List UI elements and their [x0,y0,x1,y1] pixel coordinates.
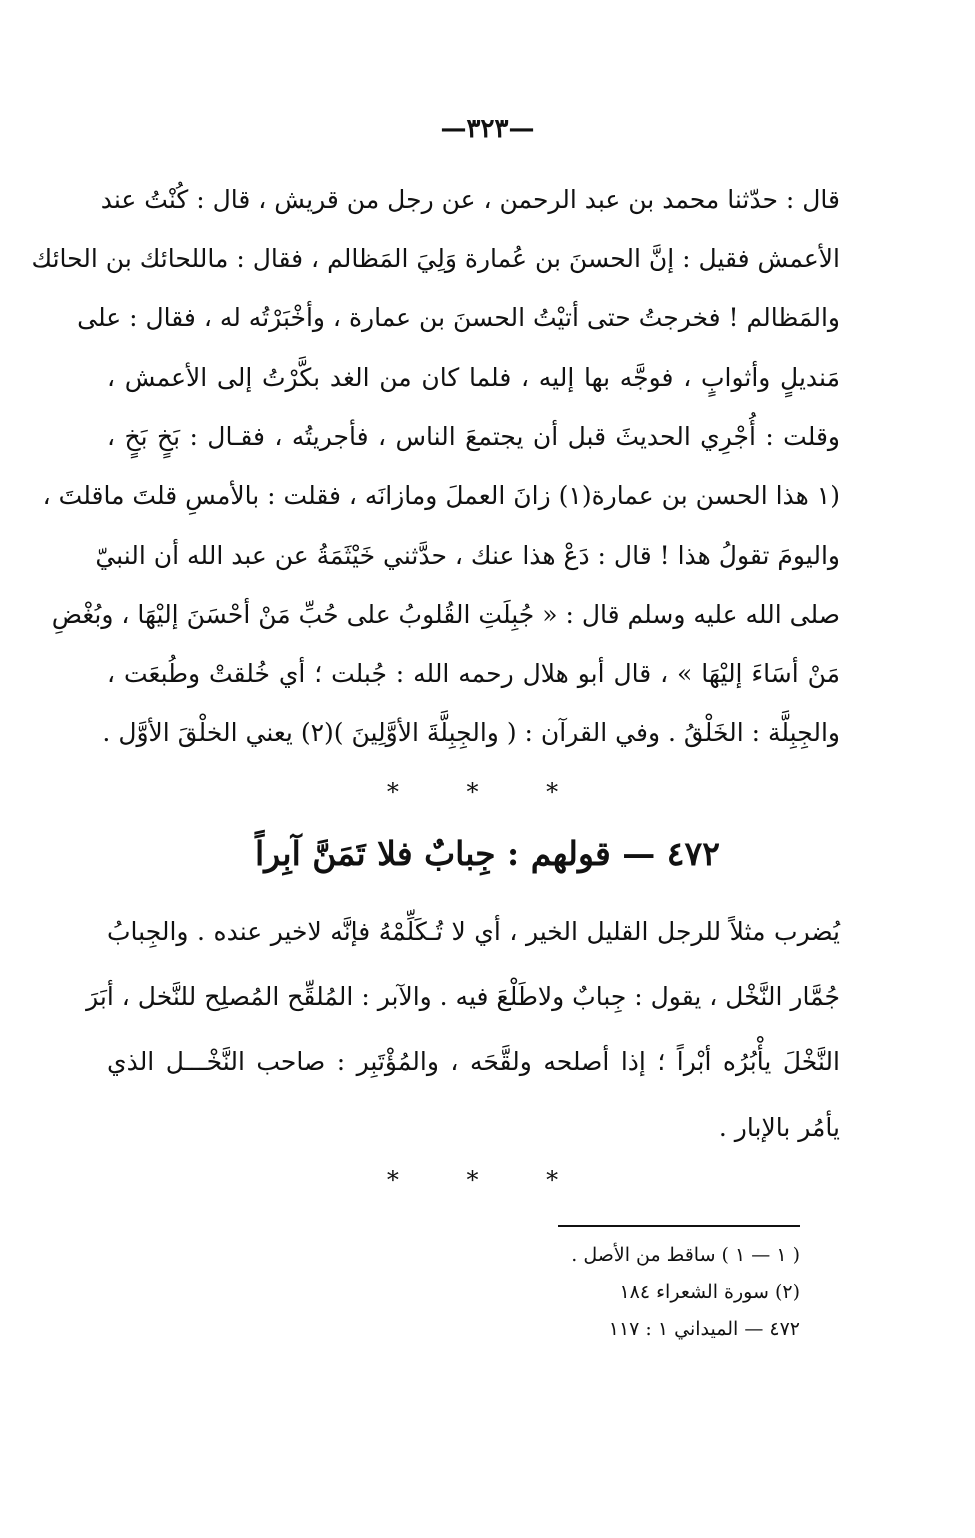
text-line: جُمَّار النَّخْل ، يقول : جِبابٌ ولاطَلْعَ فيه . والآبر : المُلقِّح المُصلِح للنَّخل ، أبَرَ [86,982,840,1011]
section-separator: * * * [386,1166,589,1194]
paragraph-explanation [86,912,840,1152]
section-separator: * * * [386,778,589,806]
text-line: يُضرب مثلاً للرجل القليل الخير ، أي لا تُـكَلِّمْهُ فإنَّه لاخير عنده . والجِبابُ [107,917,840,946]
footnote-divider [558,1225,800,1227]
text-line: والجِبِلَّة : الخَلْقُ . وفي القرآن : ( والجِبِلَّةَ الأوَّلِينَ )(٢) يعني الخلْقَ الأوَّل . [102,718,840,747]
text-line: النَّخْلَ يأْبُرُه أبْراً ؛ إذا أصلحه ولقَّحَه ، والمُؤْتَبِر : صاحب النَّخْـــل الذي [107,1047,840,1076]
page-number: —٣٢٣— [440,114,535,144]
footnote: (٢) سورة الشعراء ١٨٤ [619,1281,800,1303]
text-line: يأمُر بالإبار . [718,1113,840,1142]
text-line: (١ هذا الحسن بن عمارة(١) زانَ العملَ ومازانَه ، فقلت : بالأمسِ قلتَ ماقلتَ ، [42,481,840,510]
text-line: الأعمش فقيل : إنَّ الحسنَ بن عُمارة وَلِيَ المَظالم ، فقال : ماللحائك بن الحائك [31,244,840,273]
text-line: صلى الله عليه وسلم قال : « جُبِلَتِ القُلوبُ على حُبِّ مَنْ أحْسَنَ إليْهَا ، وبُغْضِ [51,600,840,629]
text-line: وقلت : أُجْرِي الحديثَ قبل أن يجتمعَ الناس ، فأجريتُه ، فقـال : بَخٍ بَخٍ ، [107,422,840,451]
text-line: مَنديلٍ وأثوابٍ ، فوجَّه بها إليه ، فلما كان من الغد بكَّرْتُ إلى الأعمش ، [107,363,840,392]
text-line: واليومَ تقولُ هذا ! قال : دَعْ هذا عنك ، حدَّثني خَيْثَمَةُ عن عبد الله أن النبيّ [95,541,840,570]
text-line: قال : حدّثنا محمد بن عبد الرحمن ، عن رجل من قريش ، قال : كُنْتُ عند [100,185,840,214]
proverb-heading: ٤٧٢ — قولهم : جِبابٌ فلا تَمَنَّ آبِراً [255,834,720,873]
footnote: ( ١ — ١ ) ساقط من الأصل . [571,1244,800,1266]
paragraph-hadith [31,180,840,770]
footnote: ٤٧٢ — الميداني ١ : ١١٧ [608,1318,800,1340]
text-line: والمَظالم ! فخرجتُ حتى أتيْتُ الحسنَ بن عمارة ، وأخْبَرْتُه له ، فقال : على [77,303,840,332]
text-line: مَنْ أسَاءَ إليْهَا » ، قال أبو هلال رحمه الله : جُبلت ؛ أي خُلقتْ وطُبعَت ، [107,659,840,688]
